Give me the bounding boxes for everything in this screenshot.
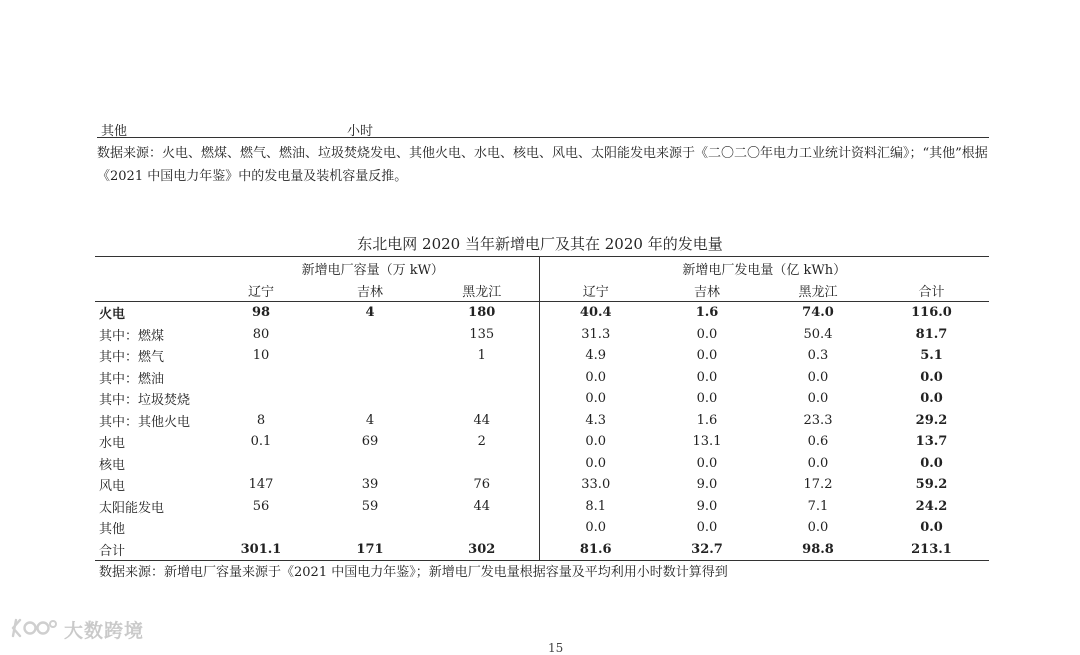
table-cell: 1.6 [695, 305, 719, 321]
table-cell [425, 517, 539, 539]
table-cell: 0.0 [696, 391, 718, 407]
table-cell: 302 [425, 539, 539, 561]
row-label: 水电 [99, 436, 126, 452]
table-cell: 31.3 [539, 324, 652, 346]
table-cell: 0.0 [539, 431, 652, 453]
group-header-capacity: 新增电厂容量（万 kW） [207, 257, 539, 281]
table-cell: 50.4 [803, 326, 833, 342]
data-table [95, 256, 989, 561]
table-row [95, 410, 989, 432]
row-label: 其中：其他火电 [99, 414, 191, 430]
previous-table-last-row [97, 120, 989, 137]
table-cell: 29.2 [915, 412, 948, 428]
table-cell: 0.0 [696, 326, 718, 342]
table-cell: 4.3 [539, 410, 652, 432]
table-cell: 147 [248, 477, 274, 493]
table-cell: 0.0 [539, 453, 652, 475]
table-cell: 171 [315, 539, 425, 561]
table-cell: 0.0 [920, 520, 943, 536]
row-label: 其中：燃油 [99, 371, 165, 387]
table-cell: 0.0 [807, 520, 829, 536]
column-header: 吉林 [652, 280, 762, 302]
row-label: 火电 [99, 307, 126, 323]
table-cell: 9.0 [696, 477, 718, 493]
table-cell: 0.0 [696, 455, 718, 471]
table-cell: 0.0 [539, 388, 652, 410]
column-header: 合计 [874, 280, 989, 302]
table-cell: 0.3 [807, 348, 829, 364]
table-cell: 59 [361, 498, 379, 514]
table-cell: 0.0 [539, 367, 652, 389]
table-source-note: 数据来源：新增电厂容量来源于《2021 中国电力年鉴》；新增电厂发电量根据容量及平均利用小时数计算得到 [99, 565, 728, 580]
table-cell: 0.0 [920, 391, 943, 407]
row-label: 其他 [99, 522, 126, 538]
watermark [10, 612, 150, 644]
table-cell: 44 [473, 412, 491, 428]
table-row [95, 517, 989, 539]
table-cell: 180 [468, 305, 496, 321]
table-cell: 1.6 [696, 412, 718, 428]
table-cell: 4.9 [539, 345, 652, 367]
table-cell [315, 517, 425, 539]
table-cell [207, 388, 315, 410]
table-row [95, 324, 989, 346]
table-row [95, 302, 989, 324]
row-label: 合计 [95, 539, 207, 561]
table-cell: 74.0 [802, 305, 834, 321]
table-cell: 0.0 [807, 369, 829, 385]
table-cell: 81.6 [539, 539, 652, 561]
table-cell: 24.2 [915, 498, 948, 514]
table-row [95, 367, 989, 389]
table-title: 东北电网 2020 当年新增电厂及其在 2020 年的发电量 [357, 235, 723, 253]
table-cell [315, 345, 425, 367]
table-cell [315, 453, 425, 475]
table-cell: 56 [252, 498, 270, 514]
table-cell: 0.6 [807, 434, 829, 450]
table-cell: 0.0 [920, 455, 943, 471]
table-cell [315, 324, 425, 346]
table-cell [425, 388, 539, 410]
row-label: 其中：燃气 [99, 350, 165, 366]
table-row [95, 474, 989, 496]
column-header: 黑龙江 [425, 280, 539, 302]
table-cell: 0.0 [696, 520, 718, 536]
table-cell: 69 [361, 434, 379, 450]
table-cell: 0.1 [250, 434, 272, 450]
table-cell: 80 [252, 326, 270, 342]
table-cell: 0.0 [920, 369, 943, 385]
table-cell: 116.0 [911, 305, 952, 321]
table-row [95, 431, 989, 453]
table-cell [207, 367, 315, 389]
table-cell: 2 [477, 434, 486, 450]
header-blank [95, 257, 207, 281]
column-header: 吉林 [315, 280, 425, 302]
table-row [95, 388, 989, 410]
table-cell: 8.1 [539, 496, 652, 518]
table-cell [315, 388, 425, 410]
table-cell [425, 453, 539, 475]
table-row [95, 453, 989, 475]
table-cell [315, 367, 425, 389]
table-cell: 59.2 [915, 477, 948, 493]
table-cell: 23.3 [803, 412, 833, 428]
table-cell: 0.0 [696, 369, 718, 385]
table-cell: 9.0 [696, 498, 718, 514]
table-cell: 5.1 [920, 348, 943, 364]
table-cell: 39 [361, 477, 379, 493]
table-cell: 8 [256, 412, 266, 428]
table-cell: 76 [473, 477, 491, 493]
page-number: 15 [548, 641, 564, 655]
row-label: 核电 [99, 457, 126, 473]
table-cell: 213.1 [874, 539, 989, 561]
table-row [95, 539, 989, 561]
table-cell: 98 [251, 305, 271, 321]
column-header: 辽宁 [207, 280, 315, 302]
table-row [95, 345, 989, 367]
table-cell: 301.1 [207, 539, 315, 561]
table-cell: 40.4 [539, 302, 652, 324]
header-blank [95, 280, 207, 302]
row-label: 其中：垃圾焚烧 [99, 393, 191, 409]
table-cell: 135 [469, 326, 495, 342]
table-cell: 17.2 [803, 477, 833, 493]
table-cell: 0.0 [807, 391, 829, 407]
table-cell: 0.0 [807, 455, 829, 471]
table-cell: 0.0 [696, 348, 718, 364]
source-note: 数据来源：火电、燃煤、燃气、燃油、垃圾焚烧发电、其他火电、水电、核电、风电、太阳能发电来源于《二〇二〇年电力工业统计资料汇编》；“其他”根据《2021 中国电力年鉴》中的发电量及装机容量反推。 [97, 146, 988, 184]
table-cell: 0.0 [539, 517, 652, 539]
table-cell: 7.1 [807, 498, 829, 514]
table-cell: 4 [365, 412, 375, 428]
table-cell: 13.1 [692, 434, 722, 450]
table-row [95, 496, 989, 518]
row-label: 太阳能发电 [99, 500, 165, 516]
watermark-text: 大数跨境 [64, 620, 145, 642]
table-cell: 13.7 [915, 434, 948, 450]
table-cell: 1 [477, 348, 486, 364]
column-header: 黑龙江 [762, 280, 874, 302]
table-cell: 33.0 [539, 474, 652, 496]
column-header: 辽宁 [539, 280, 652, 302]
group-header-generation: 新增电厂发电量（亿 kWh） [539, 257, 989, 281]
table-cell: 81.7 [915, 326, 948, 342]
table-cell [425, 367, 539, 389]
table-cell [207, 453, 315, 475]
table-cell: 4 [365, 305, 375, 321]
row-label: 风电 [99, 479, 126, 495]
row-label: 其中：燃煤 [99, 328, 165, 344]
row-unit: 小时 [347, 124, 374, 139]
row-label: 其他 [101, 124, 128, 139]
table-cell [207, 517, 315, 539]
watermark-logo-icon [10, 616, 58, 640]
table-cell: 10 [252, 348, 270, 364]
table-cell: 32.7 [652, 539, 762, 561]
table-bottom-rule [97, 137, 989, 138]
table-cell: 98.8 [762, 539, 874, 561]
table-cell: 44 [473, 498, 491, 514]
